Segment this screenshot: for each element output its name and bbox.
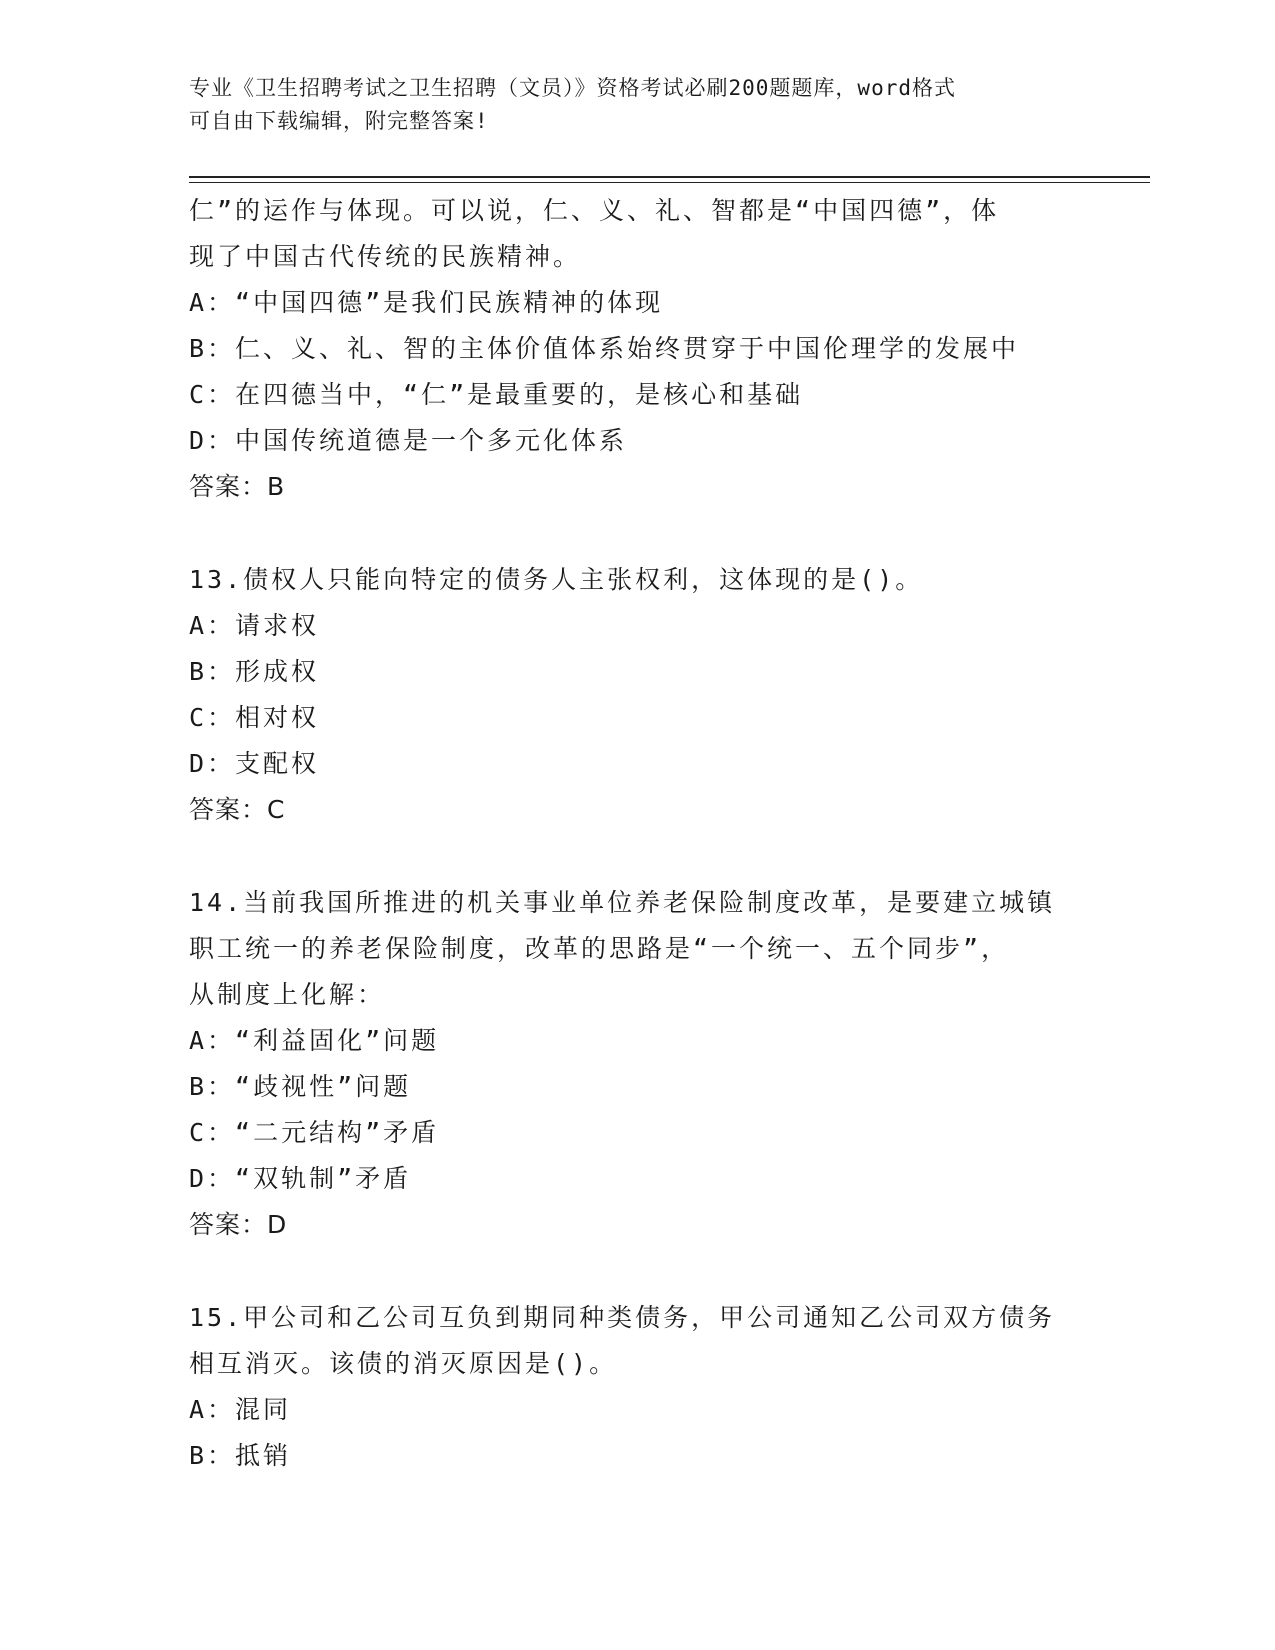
option-a: A：请求权	[189, 611, 320, 640]
question-stem-line: 从制度上化解：	[189, 980, 386, 1009]
option-d: D：“双轨制”矛盾	[189, 1164, 412, 1193]
option-d: D：支配权	[189, 749, 320, 778]
question-stem-line: 14.当前我国所推进的机关事业单位养老保险制度改革，是要建立城镇	[189, 888, 1056, 917]
question-spacer	[189, 1248, 1089, 1295]
option-b: B：仁、义、礼、智的主体价值体系始终贯穿于中国伦理学的发展中	[189, 334, 1020, 363]
question-12-continued	[189, 188, 1089, 510]
option-d: D：中国传统道德是一个多元化体系	[189, 426, 628, 455]
question-stem-line: 15.甲公司和乙公司互负到期同种类债务，甲公司通知乙公司双方债务	[189, 1303, 1056, 1332]
question-spacer	[189, 833, 1089, 880]
answer-line: 答案：B	[189, 472, 286, 501]
option-b: B：形成权	[189, 657, 320, 686]
option-c: C：“二元结构”矛盾	[189, 1118, 440, 1147]
question-spacer	[189, 510, 1089, 557]
question-stem-line: 仁”的运作与体现。可以说，仁、义、礼、智都是“中国四德”，体	[189, 196, 1000, 225]
answer-line: 答案：C	[189, 795, 286, 824]
page-header	[189, 72, 1089, 138]
header-line-1: 专业《卫生招聘考试之卫生招聘（文员）》资格考试必刷200题题库，word格式	[189, 76, 956, 100]
option-b: B：抵销	[189, 1441, 292, 1470]
option-c: C：相对权	[189, 703, 320, 732]
answer-line: 答案：D	[189, 1210, 288, 1239]
option-b: B：“歧视性”问题	[189, 1072, 412, 1101]
question-15	[189, 1295, 1089, 1479]
option-a: A：“中国四德”是我们民族精神的体现	[189, 288, 664, 317]
question-stem-line: 职工统一的养老保险制度，改革的思路是“一个统一、五个同步”，	[189, 934, 1010, 963]
question-stem-line: 相互消灭。该债的消灭原因是()。	[189, 1349, 618, 1378]
document-body	[189, 188, 1089, 1479]
question-stem-line: 13.债权人只能向特定的债务人主张权利，这体现的是()。	[189, 565, 924, 594]
header-rule-thin	[189, 182, 1150, 183]
question-13	[189, 557, 1089, 833]
question-stem-line: 现了中国古代传统的民族精神。	[189, 242, 582, 271]
question-14	[189, 880, 1089, 1248]
option-a: A：混同	[189, 1395, 292, 1424]
header-line-2: 可自由下载编辑，附完整答案!	[189, 109, 489, 133]
header-rule-thick	[189, 176, 1150, 178]
option-c: C：在四德当中，“仁”是最重要的，是核心和基础	[189, 380, 804, 409]
option-a: A：“利益固化”问题	[189, 1026, 440, 1055]
